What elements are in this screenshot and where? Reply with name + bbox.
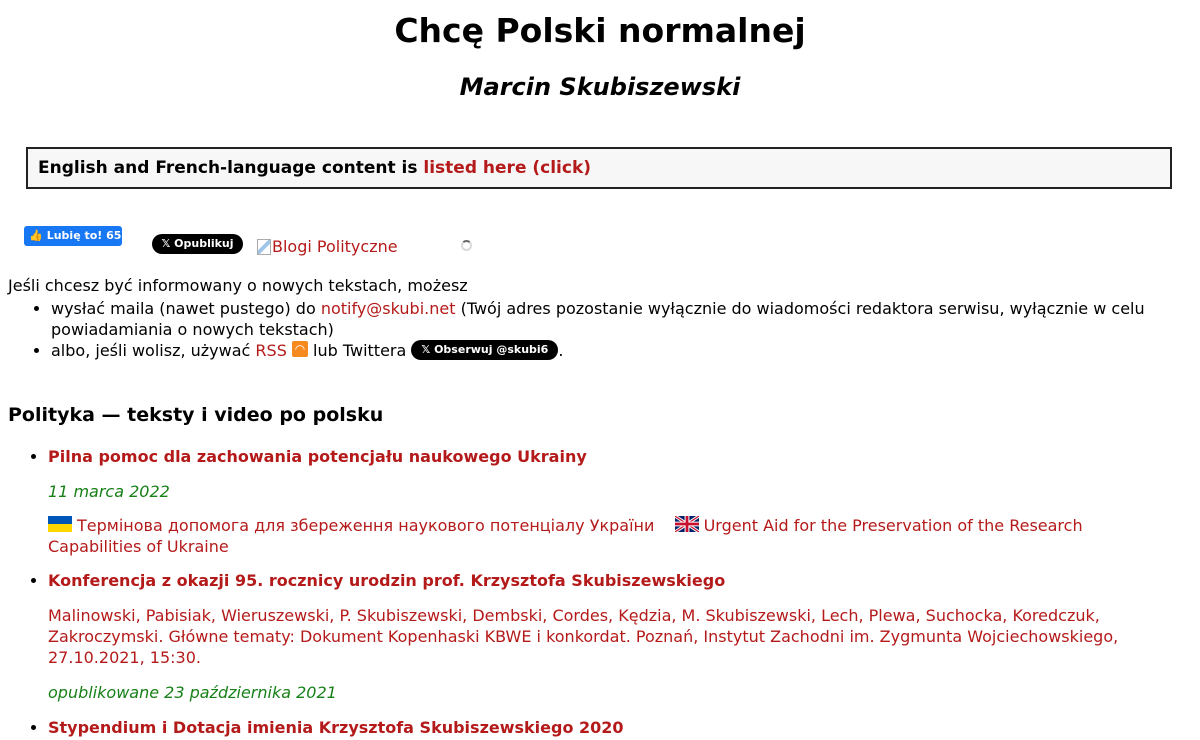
article-title-link[interactable]: • Stypendium i Dotacja imienia Krzysztofa Skubiszewskiego 2020 bbox=[48, 718, 624, 737]
article-list bbox=[0, 445, 1160, 740]
thumbs-up-icon: 👍 bbox=[29, 229, 43, 242]
list-item bbox=[48, 716, 1160, 740]
translation-link-ukrainian[interactable]: Термінова допомога для збереження наукового потенціалу України bbox=[77, 516, 655, 535]
notify-email-link[interactable]: notify@skubi.net bbox=[320, 299, 456, 318]
list-item bbox=[48, 445, 1160, 557]
blogi-polityczne-alt-text: Blogi Polityczne bbox=[272, 237, 398, 256]
section-heading: Polityka — teksty i video po polsku bbox=[8, 404, 384, 426]
language-notice-box bbox=[26, 147, 1172, 189]
article-title-link[interactable]: • Pilna pomoc dla zachowania potencjału naukowego Ukrainy bbox=[48, 447, 587, 466]
translation-link-english[interactable]: Urgent Aid for the Preservation of the Research Capabilities of Ukraine bbox=[48, 516, 1083, 556]
uk-flag-icon bbox=[675, 516, 699, 532]
language-content-link[interactable]: listed here (click) bbox=[423, 158, 592, 178]
notify-email-item bbox=[51, 298, 1150, 340]
language-notice-text: English and French-language content is bbox=[38, 158, 424, 178]
facebook-like-label: Lubię to! 65 bbox=[46, 229, 122, 242]
facebook-like-button[interactable] bbox=[24, 226, 122, 246]
article-description[interactable]: Malinowski, Pabisiak, Wieruszewski, P. Skubiszewski, Dembski, Cordes, Kędzia, M. Skubiszewski, Lech, Plewa, Suchocka, Koredczuk, Zakroczymski. Główne tematy: Dokument Kopenhaski KBWE i konkordat. Poznań, Instytut Zachodni im. Zygmunta Wojciechowskiego, 27.10.2021, 15:30. bbox=[48, 606, 1119, 667]
notify-alt-prefix: albo, jeśli wolisz, używać bbox=[51, 341, 256, 360]
rss-feed-icon[interactable]: ◠ bbox=[292, 341, 308, 357]
broken-image-icon bbox=[257, 239, 271, 255]
notify-twitter-text: lub Twittera bbox=[307, 341, 412, 360]
article-translations bbox=[48, 515, 1160, 557]
notify-feed-item bbox=[51, 340, 1150, 361]
blogi-polityczne-link[interactable] bbox=[257, 236, 398, 258]
site-author: Marcin Skubiszewski bbox=[459, 73, 741, 101]
article-date: 11 marca 2022 bbox=[48, 482, 170, 501]
site-title: Chcę Polski normalnej bbox=[394, 11, 806, 50]
ukraine-flag-icon bbox=[48, 516, 72, 532]
loading-spinner-icon bbox=[461, 240, 472, 251]
notify-options-list bbox=[0, 298, 1150, 361]
list-item bbox=[48, 569, 1160, 704]
notify-end-period: . bbox=[558, 341, 564, 360]
article-date: opublikowane 23 października 2021 bbox=[48, 683, 337, 702]
notify-email-suffix: (Twój adres pozostanie wyłącznie do wiadomości redaktora serwisu, wyłącznie w celu powiadamiania o nowych tekstach) bbox=[51, 299, 1145, 339]
notify-intro: Jeśli chcesz być informowany o nowych tekstach, możesz bbox=[8, 276, 468, 295]
x-post-button[interactable]: 𝕏 Opublikuj bbox=[152, 234, 243, 254]
article-title-link[interactable]: • Konferencja z okazji 95. rocznicy urodzin prof. Krzysztofa Skubiszewskiego bbox=[48, 571, 726, 590]
notify-email-prefix: wysłać maila (nawet pustego) do bbox=[51, 299, 321, 318]
x-follow-button[interactable]: 𝕏 Obserwuj @skubi6 bbox=[411, 340, 558, 360]
rss-link[interactable]: RSS bbox=[255, 341, 287, 360]
